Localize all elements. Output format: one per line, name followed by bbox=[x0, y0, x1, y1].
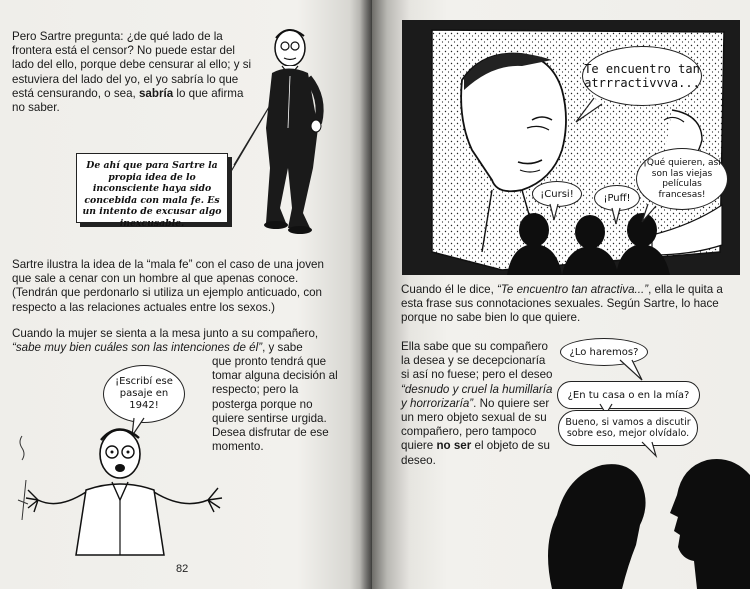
right-paragraph-1: Cuando él le dice, “Te encuentro tan atractiva...”, ella le quita a esta frase sus connotaciones sexuales. Según Sartre, lo hace porque no sabe bien lo que quiere. bbox=[401, 283, 723, 325]
left-paragraph-2: Sartre ilustra la idea de la “mala fe” con el caso de una joven que sale a cenar con un hombre al que apenas conoce. (Tendrán que perdonarlo si utiliza un ejemplo anticuado, con respecto a las relaciones actuales entre los sexos.) bbox=[12, 258, 324, 314]
page-number: 82 bbox=[176, 563, 189, 575]
left-paragraph-4: que pronto tendrá que tomar alguna decisión al respecto; pero la posterga porque no quiere sentirse urgida. Desea disfrutar de ese momento. bbox=[212, 355, 338, 454]
bubble-tail bbox=[548, 204, 562, 220]
couple-silhouette-illustration bbox=[532, 435, 750, 589]
speech-bubble-question-1: ¿Lo haremos? bbox=[560, 338, 648, 366]
left-paragraph-1: Pero Sartre pregunta: ¿de qué lado de la frontera está el censor? No puede estar del lado del ello, porque debe censurar al ello; y si estuviera del lado del yo, el yo sabría lo que está censurando, o sea, sabría lo que afirma no saber. bbox=[12, 30, 252, 115]
speech-bubble-cursi: ¡Cursi! bbox=[532, 181, 582, 207]
right-paragraph-2: Ella sabe que su compañero la desea y se decepcionaría si así no fuese; pero el deseo “desnudo y cruel la humillaría y horrorizaría”. No quiere ser un mero objeto sexual de su compañero, pero tampoco quiere no ser el objeto de su deseo. bbox=[401, 340, 553, 467]
bubble-tail bbox=[642, 204, 662, 224]
speech-bubble-answer: Bueno, si vamos a discutir sobre eso, mejor olvídalo. bbox=[558, 410, 698, 446]
left-paragraph-3: Cuando la mujer se sienta a la mesa junto a su compañero, “sabe muy bien cuáles son las intenciones de él”, y sabe bbox=[12, 327, 319, 355]
caption-tail bbox=[224, 105, 284, 185]
speech-bubble-audience-right: ¡Qué quieren, así son las viejas películas francesas! bbox=[636, 148, 728, 210]
speech-bubble-sartre: ¡Escribí ese pasaje en 1942! bbox=[103, 365, 185, 423]
left-page bbox=[0, 0, 372, 589]
bubble-tail bbox=[610, 208, 624, 224]
speech-bubble-puff: ¡Puff! bbox=[594, 185, 640, 211]
bubble-tail bbox=[620, 360, 644, 382]
speech-bubble-question-2: ¿En tu casa o en la mía? bbox=[557, 381, 700, 409]
bubble-tail bbox=[642, 442, 660, 456]
bold-word: sabría bbox=[138, 86, 174, 100]
sartre-gesturing-illustration bbox=[8, 420, 248, 560]
right-page bbox=[372, 0, 750, 589]
bubble-tail bbox=[572, 98, 602, 128]
caption-box: De ahí que para Sartre la propia idea de lo inconsciente haya sido concebida con mala fe. Es un intento de excusar algo inexcusable. bbox=[76, 153, 228, 223]
speech-bubble-man: Te encuentro tan atrrractivvva... bbox=[582, 46, 702, 106]
